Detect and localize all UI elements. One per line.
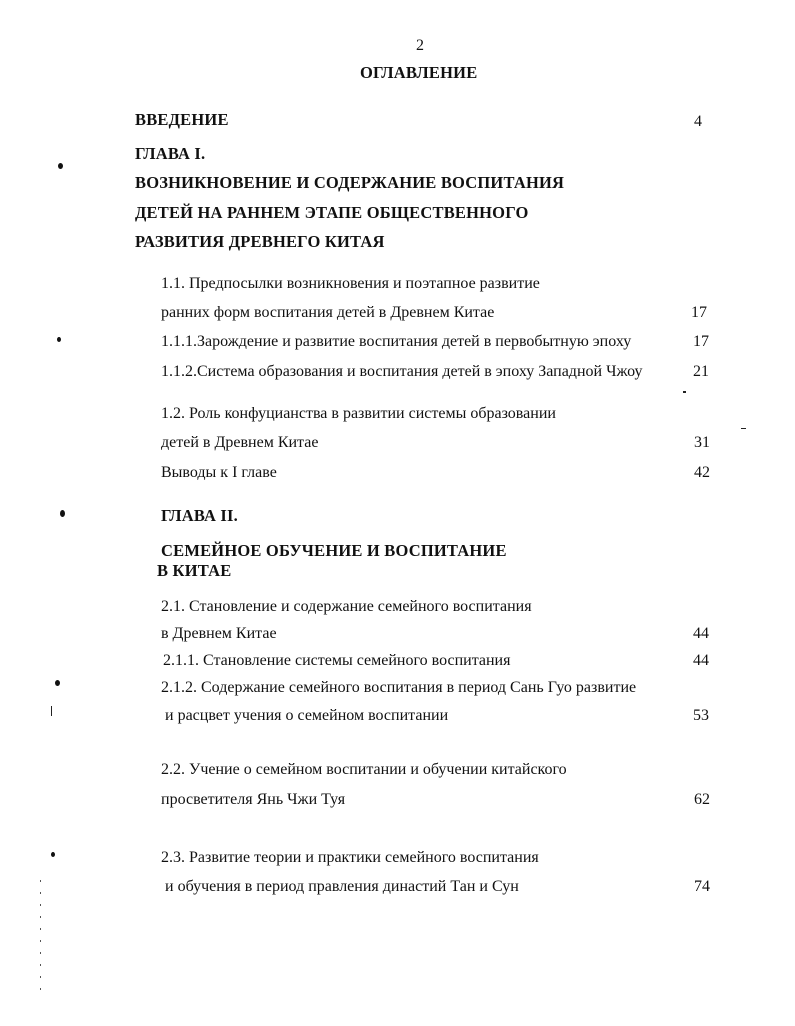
toc-entry-1-1-line1: 1.1. Предпосылки возникновения и поэтапное развитие bbox=[161, 275, 540, 292]
chapter2-label: ГЛАВА II. bbox=[161, 506, 238, 525]
toc-entry-2-3-page: 74 bbox=[694, 878, 710, 895]
toc-entry-2-2-line1: 2.2. Учение о семейном воспитании и обучении китайского bbox=[161, 761, 567, 778]
toc-entry-2-3-line2: и обучения в период правления династий Тан и Сун bbox=[165, 878, 519, 895]
toc-entry-1-2-line2: детей в Древнем Китае bbox=[161, 434, 319, 451]
chapter1-title-line: ВОЗНИКНОВЕНИЕ И СОДЕРЖАНИЕ ВОСПИТАНИЯ bbox=[135, 173, 565, 192]
chapter2-title-line: В КИТАЕ bbox=[157, 561, 232, 580]
toc-entry-1-1-2: 1.1.2.Система образования и воспитания детей в эпоху Западной Чжоу bbox=[161, 363, 643, 380]
scan-speck bbox=[55, 680, 60, 686]
toc-entry-2-1-line1: 2.1. Становление и содержание семейного воспитания bbox=[161, 598, 532, 615]
toc-entry-2-1-1-page: 44 bbox=[693, 652, 709, 669]
scan-speck bbox=[683, 391, 686, 393]
toc-entry-2-1-1: 2.1.1. Становление системы семейного воспитания bbox=[163, 652, 511, 669]
toc-entry-2-1-2-page: 53 bbox=[693, 707, 709, 724]
chapter1-title-line: РАЗВИТИЯ ДРЕВНЕГО КИТАЯ bbox=[135, 232, 385, 251]
toc-entry-conclusions-1: Выводы к I главе bbox=[161, 464, 277, 481]
chapter1-label: ГЛАВА I. bbox=[135, 144, 206, 163]
scan-edge-dots bbox=[40, 880, 41, 990]
toc-entry-conclusions-1-page: 42 bbox=[694, 464, 710, 481]
page-number: 2 bbox=[416, 37, 424, 54]
toc-entry-1-1-line2: ранних форм воспитания детей в Древнем Китае bbox=[161, 304, 495, 321]
toc-entry-1-1-1-page: 17 bbox=[693, 333, 709, 350]
toc-entry-1-1-1: 1.1.1.Зарождение и развитие воспитания детей в первобытную эпоху bbox=[161, 333, 632, 350]
page-title: ОГЛАВЛЕНИЕ bbox=[360, 63, 478, 82]
scan-speck bbox=[58, 163, 63, 169]
toc-entry-1-2-page: 31 bbox=[694, 434, 710, 451]
toc-entry-1-2-line1: 1.2. Роль конфуцианства в развитии системы образовании bbox=[161, 405, 556, 422]
toc-entry-2-2-line2: просветителя Янь Чжи Туя bbox=[161, 791, 346, 808]
scan-speck bbox=[57, 337, 61, 342]
intro-page: 4 bbox=[694, 113, 702, 130]
toc-entry-2-1-page: 44 bbox=[693, 625, 709, 642]
chapter1-title-line: ДЕТЕЙ НА РАННЕМ ЭТАПЕ ОБЩЕСТВЕННОГО bbox=[135, 203, 529, 222]
scan-speck bbox=[51, 706, 52, 716]
toc-entry-2-3-line1: 2.3. Развитие теории и практики семейного воспитания bbox=[161, 849, 539, 866]
intro-label: ВВЕДЕНИЕ bbox=[135, 110, 229, 129]
scan-speck bbox=[51, 852, 55, 857]
toc-entry-2-1-line2: в Древнем Китае bbox=[161, 625, 277, 642]
toc-entry-2-1-2-line1: 2.1.2. Содержание семейного воспитания в период Сань Гуо развитие bbox=[161, 679, 637, 696]
toc-entry-2-1-2-line2: и расцвет учения о семейном воспитании bbox=[165, 707, 449, 724]
toc-entry-2-2-page: 62 bbox=[694, 791, 710, 808]
scan-speck bbox=[741, 428, 746, 429]
scan-speck bbox=[60, 510, 65, 517]
toc-entry-1-1-page: 17 bbox=[691, 304, 707, 321]
chapter2-title-line: СЕМЕЙНОЕ ОБУЧЕНИЕ И ВОСПИТАНИЕ bbox=[161, 541, 507, 560]
toc-entry-1-1-2-page: 21 bbox=[693, 363, 709, 380]
